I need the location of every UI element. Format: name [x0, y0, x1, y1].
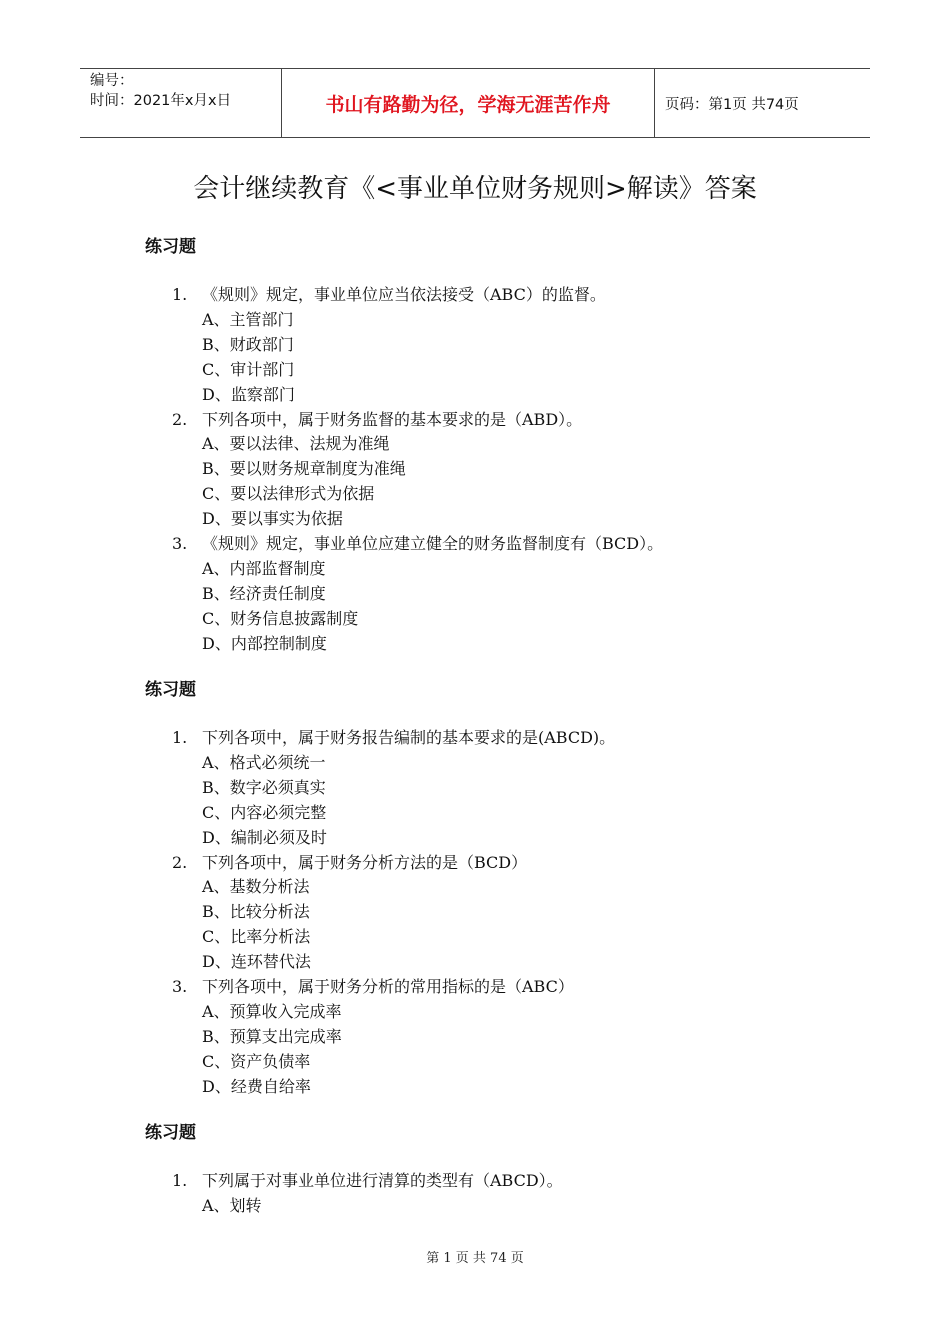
header-page-info: 页码：第1页 共74页 — [665, 96, 799, 113]
answer-option: B、经济责任制度 — [202, 583, 326, 603]
question-text: 下列各项中，属于财务分析方法的是（BCD） — [202, 852, 528, 872]
answer-option: A、格式必须统一 — [202, 752, 326, 772]
answer-option: B、预算支出完成率 — [202, 1026, 342, 1046]
answer-option: A、内部监督制度 — [202, 558, 326, 578]
question-number: 3. — [172, 534, 188, 553]
answer-option: B、数字必须真实 — [202, 777, 326, 797]
answer-option: A、要以法律、法规为准绳 — [202, 434, 390, 454]
answer-option: A、主管部门 — [202, 309, 294, 329]
doc-number-label: 编号： — [90, 73, 134, 89]
answer-option: C、内容必须完整 — [202, 802, 327, 822]
question — [172, 974, 574, 997]
page-header — [80, 68, 870, 138]
doc-time-label: 时间：2021年x月x日 — [90, 93, 232, 109]
answer-option: D、连环替代法 — [202, 952, 311, 972]
answer-option: C、要以法律形式为依据 — [202, 484, 375, 504]
answer-option: C、审计部门 — [202, 359, 295, 379]
question — [172, 282, 606, 305]
answer-option: B、比较分析法 — [202, 902, 310, 922]
question-text: 下列各项中，属于财务分析的常用指标的是（ABC） — [202, 977, 574, 996]
question — [172, 531, 663, 554]
question-text: 下列各项中，属于财务监督的基本要求的是（ABD）。 — [202, 409, 583, 429]
answer-option: A、预算收入完成率 — [202, 1001, 342, 1021]
section-title: 练习题 — [145, 237, 196, 257]
answer-option: D、编制必须及时 — [202, 827, 327, 847]
page-footer: 第 1 页 共 74 页 — [426, 1251, 524, 1266]
question — [172, 1168, 563, 1191]
question-text: 下列各项中，属于财务报告编制的基本要求的是(ABCD)。 — [202, 728, 616, 747]
answer-option: D、要以事实为依据 — [202, 509, 343, 529]
question-number: 3. — [172, 977, 188, 996]
header-motto: 书山有路勤为径，学海无涯苦作舟 — [282, 69, 655, 137]
question — [172, 725, 615, 748]
question-text: 下列属于对事业单位进行清算的类型有（ABCD）。 — [202, 1171, 563, 1190]
question-text: 《规则》规定，事业单位应建立健全的财务监督制度有（BCD）。 — [202, 534, 664, 553]
answer-option: D、监察部门 — [202, 384, 295, 404]
question — [172, 407, 582, 430]
section-title: 练习题 — [145, 1123, 196, 1143]
question-number: 1. — [172, 728, 188, 747]
document-title: 会计继续教育《<事业单位财务规则>解读》答案 — [193, 174, 757, 204]
question-number: 1. — [172, 285, 188, 304]
section-title: 练习题 — [145, 680, 196, 700]
answer-option: B、要以财务规章制度为准绳 — [202, 459, 406, 479]
answer-option: B、财政部门 — [202, 334, 294, 354]
answer-option: A、划转 — [202, 1195, 262, 1215]
header-meta — [80, 69, 282, 137]
question-number: 2. — [172, 409, 188, 429]
answer-option: A、基数分析法 — [202, 877, 310, 897]
answer-option: C、比率分析法 — [202, 927, 311, 947]
question — [172, 850, 527, 873]
answer-option: C、资产负债率 — [202, 1051, 311, 1071]
question-number: 1. — [172, 1171, 188, 1190]
question-number: 2. — [172, 852, 188, 872]
answer-option: D、内部控制制度 — [202, 633, 327, 653]
answer-option: C、财务信息披露制度 — [202, 608, 359, 628]
answer-option: D、经费自给率 — [202, 1076, 311, 1096]
question-text: 《规则》规定，事业单位应当依法接受（ABC）的监督。 — [202, 285, 606, 304]
